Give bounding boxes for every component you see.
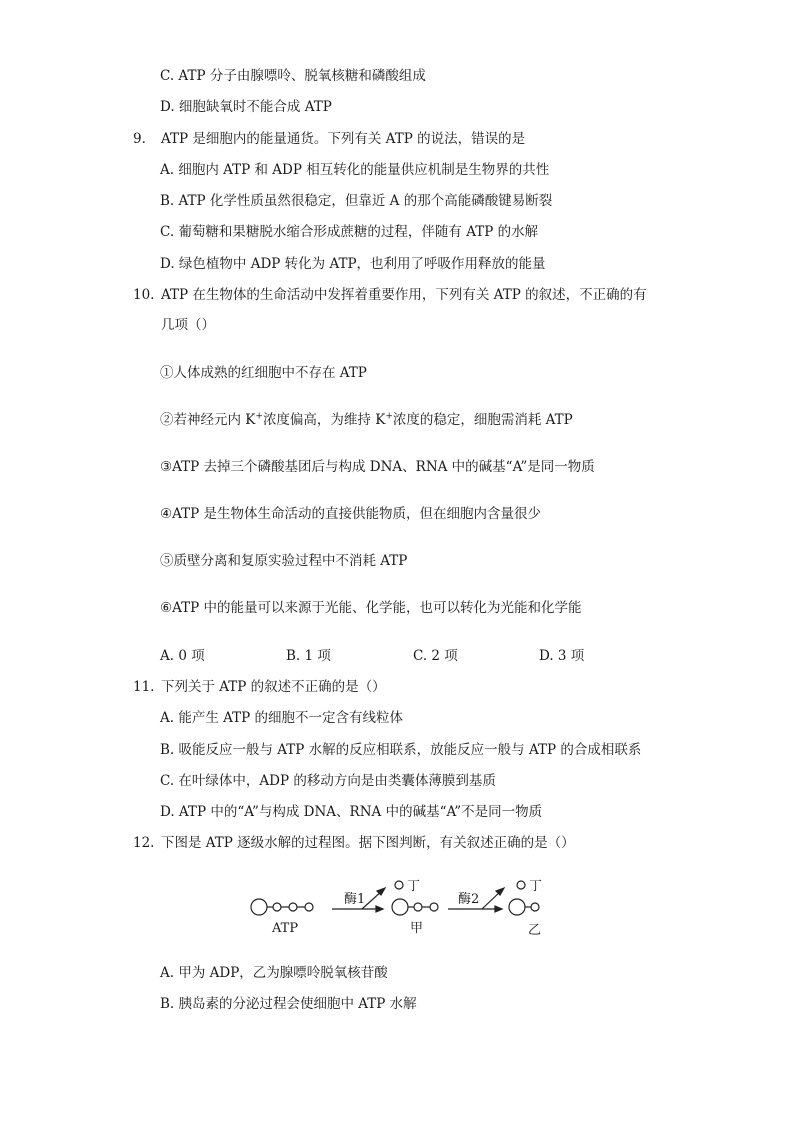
q10-option-a: A. 0 项 bbox=[160, 648, 205, 664]
q12-option-a: A. 甲为 ADP，乙为腺嘌呤脱氧核苷酸 bbox=[160, 965, 388, 981]
q9-option-a: A. 细胞内 ATP 和 ADP 相互转化的能量供应机制是生物界的共性 bbox=[160, 162, 550, 178]
q10-stem-line1: ATP 在生物体的生命活动中发挥着重要作用，下列有关 ATP 的叙述，不正确的有 bbox=[161, 287, 647, 303]
ding-2-label: 丁 bbox=[529, 879, 543, 894]
ding-1-phosphate bbox=[395, 881, 403, 889]
q10-item-4: ④ATP 是生物体生命活动的直接供能物质，但在细胞内含量很少 bbox=[160, 506, 541, 522]
atp-label: ATP bbox=[272, 921, 299, 936]
q10-item-1: ①人体成熟的红细胞中不存在 ATP bbox=[160, 365, 367, 381]
q12-number: 12. bbox=[133, 835, 155, 851]
q10-item-3: ③ATP 去掉三个磷酸基团后与构成 DNA、RNA 中的碱基“A”是同一物质 bbox=[160, 459, 595, 475]
q9-option-b: B. ATP 化学性质虽然很稳定，但靠近 A 的那个高能磷酸键易断裂 bbox=[160, 193, 553, 209]
q10-stem-line2: 几项（） bbox=[161, 317, 215, 333]
atp-phosphate-1 bbox=[273, 903, 281, 911]
q10-item-6: ⑥ATP 中的能量可以来源于光能、化学能，也可以转化为光能和化学能 bbox=[160, 600, 582, 616]
q11-option-a: A. 能产生 ATP 的细胞不一定含有线粒体 bbox=[160, 710, 404, 726]
enzyme1-label: 酶1 bbox=[344, 892, 366, 907]
q10-item-2-part-b: 浓度偏高，为维持 K bbox=[262, 412, 386, 428]
q10-item-2-sup-1: + bbox=[255, 411, 263, 422]
q9-stem: ATP 是细胞内的能量通货。下列有关 ATP 的说法，错误的是 bbox=[161, 131, 526, 147]
q11-stem: 下列关于 ATP 的叙述不正确的是（） bbox=[161, 679, 386, 695]
atp-hydrolysis-diagram bbox=[240, 872, 560, 944]
q10-item-2-part-c: 浓度的稳定，细胞需消耗 ATP bbox=[392, 412, 573, 428]
yi-phosphate-1 bbox=[531, 903, 539, 911]
q9-option-c: C. 葡萄糖和果糖脱水缩合形成蔗糖的过程，伴随有 ATP 的水解 bbox=[160, 224, 539, 240]
atp-adenosine-circle bbox=[251, 899, 267, 915]
atp-phosphate-2 bbox=[289, 903, 297, 911]
q12-stem: 下图是 ATP 逐级水解的过程图。据下图判断，有关叙述正确的是（） bbox=[161, 835, 575, 851]
jia-label: 甲 bbox=[410, 921, 424, 936]
q8-option-d: D. 细胞缺氧时不能合成 ATP bbox=[160, 99, 332, 115]
jia-phosphate-1 bbox=[414, 903, 422, 911]
q10-item-2-part-a: ②若神经元内 K bbox=[160, 412, 256, 428]
q10-item-2-sup-2: + bbox=[385, 411, 393, 422]
q10-option-b: B. 1 项 bbox=[286, 648, 331, 664]
q11-option-c: C. 在叶绿体中，ADP 的移动方向是由类囊体薄膜到基质 bbox=[160, 773, 496, 789]
yi-label: 乙 bbox=[528, 923, 542, 938]
q10-number: 10. bbox=[133, 287, 155, 303]
q10-option-c: C. 2 项 bbox=[413, 648, 458, 664]
jia-adenosine-circle bbox=[392, 899, 408, 915]
q8-option-c: C. ATP 分子由腺嘌呤、脱氧核糖和磷酸组成 bbox=[160, 68, 426, 84]
atp-phosphate-3 bbox=[305, 903, 313, 911]
enzyme2-label: 酶2 bbox=[458, 892, 480, 907]
q10-option-d: D. 3 项 bbox=[539, 648, 585, 664]
ding-1-label: 丁 bbox=[407, 879, 421, 894]
q11-option-b: B. 吸能反应一般与 ATP 水解的反应相联系，放能反应一般与 ATP 的合成相联系 bbox=[160, 742, 642, 758]
q12-option-b: B. 胰岛素的分泌过程会使细胞中 ATP 水解 bbox=[160, 996, 417, 1012]
q10-item-2 bbox=[160, 411, 573, 429]
q11-number: 11. bbox=[133, 679, 155, 695]
q10-item-5: ⑤质壁分离和复原实验过程中不消耗 ATP bbox=[160, 553, 408, 569]
ding-2-phosphate bbox=[517, 881, 525, 889]
jia-phosphate-2 bbox=[430, 903, 438, 911]
yi-adenosine-circle bbox=[509, 899, 525, 915]
q11-option-d: D. ATP 中的“A”与构成 DNA、RNA 中的碱基“A”不是同一物质 bbox=[160, 804, 543, 820]
q9-option-d: D. 绿色植物中 ADP 转化为 ATP，也利用了呼吸作用释放的能量 bbox=[160, 256, 546, 272]
q9-number: 9. bbox=[133, 131, 146, 147]
